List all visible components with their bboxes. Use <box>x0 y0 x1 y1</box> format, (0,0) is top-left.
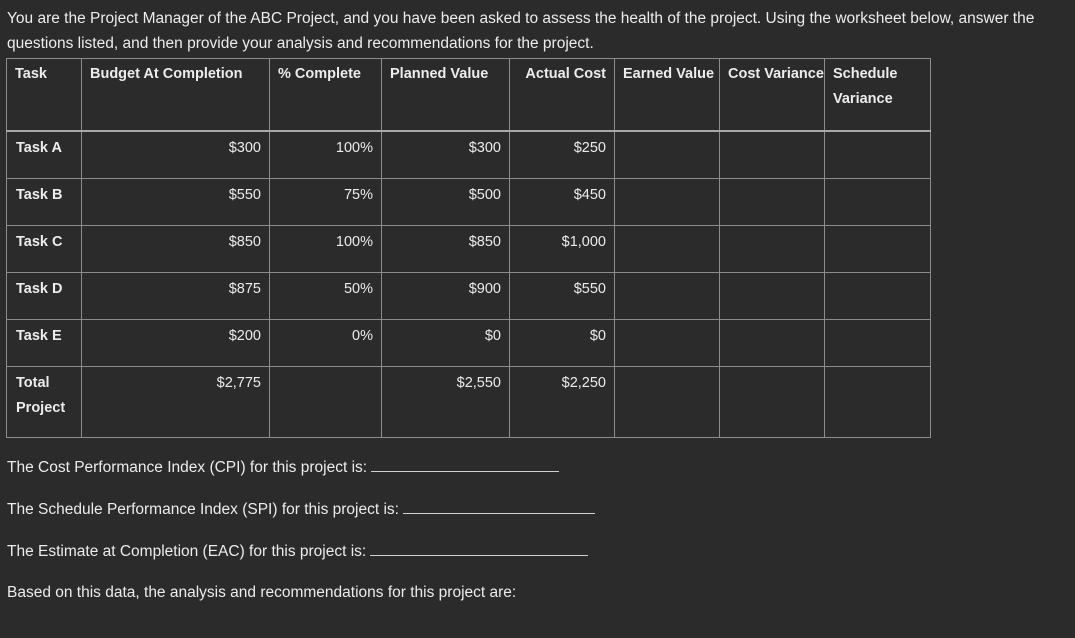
header-earned-value: Earned Value <box>615 59 720 132</box>
cpi-question-text: The Cost Performance Index (CPI) for this project is: <box>7 459 368 476</box>
task-name: Task C <box>7 226 82 273</box>
actual-cost-cell: $0 <box>510 320 615 367</box>
actual-cost-cell: $550 <box>510 273 615 320</box>
cpi-answer-blank[interactable] <box>371 457 559 472</box>
actual-cost-cell: $450 <box>510 179 615 226</box>
budget-at-completion-cell: $850 <box>82 226 270 273</box>
cost-variance-cell[interactable] <box>720 320 825 367</box>
schedule-variance-cell[interactable] <box>825 320 931 367</box>
analysis-question: Based on this data, the analysis and recommendations for this project are: <box>7 584 517 601</box>
header-cost-variance: Cost Variance <box>720 59 825 132</box>
schedule-variance-cell[interactable] <box>825 226 931 273</box>
planned-value-cell: $850 <box>382 226 510 273</box>
spi-question-text: The Schedule Performance Index (SPI) for this project is: <box>7 501 399 518</box>
eac-answer-blank[interactable] <box>370 541 588 556</box>
spi-answer-blank[interactable] <box>403 499 595 514</box>
total-percent-complete <box>270 367 382 438</box>
header-actual-cost: Actual Cost <box>510 59 615 132</box>
header-percent-complete: % Complete <box>270 59 382 132</box>
spi-question <box>7 499 595 519</box>
total-planned-value: $2,550 <box>382 367 510 438</box>
intro-paragraph: You are the Project Manager of the ABC Project, and you have been asked to assess the health of the project. Using the worksheet below, answer the questions listed, and then provide your analysis and recommendations for the project. <box>7 10 1035 52</box>
header-task: Task <box>7 59 82 132</box>
cost-variance-cell[interactable] <box>720 273 825 320</box>
eac-question <box>7 541 588 561</box>
earned-value-cell[interactable] <box>615 179 720 226</box>
header-row <box>7 59 931 132</box>
table-row <box>7 179 931 226</box>
total-row <box>7 367 931 438</box>
earned-value-worksheet <box>6 58 931 438</box>
cpi-question <box>7 457 559 477</box>
total-cost-variance[interactable] <box>720 367 825 438</box>
budget-at-completion-cell: $875 <box>82 273 270 320</box>
task-name: Task D <box>7 273 82 320</box>
table-row <box>7 226 931 273</box>
total-earned-value[interactable] <box>615 367 720 438</box>
percent-complete-cell: 100% <box>270 131 382 179</box>
percent-complete-cell: 50% <box>270 273 382 320</box>
total-budget-at-completion: $2,775 <box>82 367 270 438</box>
cost-variance-cell[interactable] <box>720 226 825 273</box>
planned-value-cell: $0 <box>382 320 510 367</box>
planned-value-cell: $300 <box>382 131 510 179</box>
total-project-label: Total Project <box>7 367 82 438</box>
schedule-variance-cell[interactable] <box>825 131 931 179</box>
percent-complete-cell: 100% <box>270 226 382 273</box>
task-name: Task E <box>7 320 82 367</box>
earned-value-cell[interactable] <box>615 226 720 273</box>
actual-cost-cell: $250 <box>510 131 615 179</box>
schedule-variance-cell[interactable] <box>825 273 931 320</box>
header-budget-at-completion: Budget At Completion <box>82 59 270 132</box>
budget-at-completion-cell: $300 <box>82 131 270 179</box>
earned-value-cell[interactable] <box>615 320 720 367</box>
table-row <box>7 273 931 320</box>
eac-question-text: The Estimate at Completion (EAC) for this project is: <box>7 543 367 560</box>
planned-value-cell: $500 <box>382 179 510 226</box>
earned-value-cell[interactable] <box>615 131 720 179</box>
table-row <box>7 131 931 179</box>
earned-value-cell[interactable] <box>615 273 720 320</box>
task-name: Task A <box>7 131 82 179</box>
percent-complete-cell: 0% <box>270 320 382 367</box>
cost-variance-cell[interactable] <box>720 131 825 179</box>
header-planned-value: Planned Value <box>382 59 510 132</box>
budget-at-completion-cell: $200 <box>82 320 270 367</box>
header-schedule-variance: Schedule Variance <box>825 59 931 132</box>
cost-variance-cell[interactable] <box>720 179 825 226</box>
percent-complete-cell: 75% <box>270 179 382 226</box>
task-name: Task B <box>7 179 82 226</box>
schedule-variance-cell[interactable] <box>825 179 931 226</box>
total-actual-cost: $2,250 <box>510 367 615 438</box>
planned-value-cell: $900 <box>382 273 510 320</box>
actual-cost-cell: $1,000 <box>510 226 615 273</box>
total-schedule-variance[interactable] <box>825 367 931 438</box>
budget-at-completion-cell: $550 <box>82 179 270 226</box>
table-row <box>7 320 931 367</box>
